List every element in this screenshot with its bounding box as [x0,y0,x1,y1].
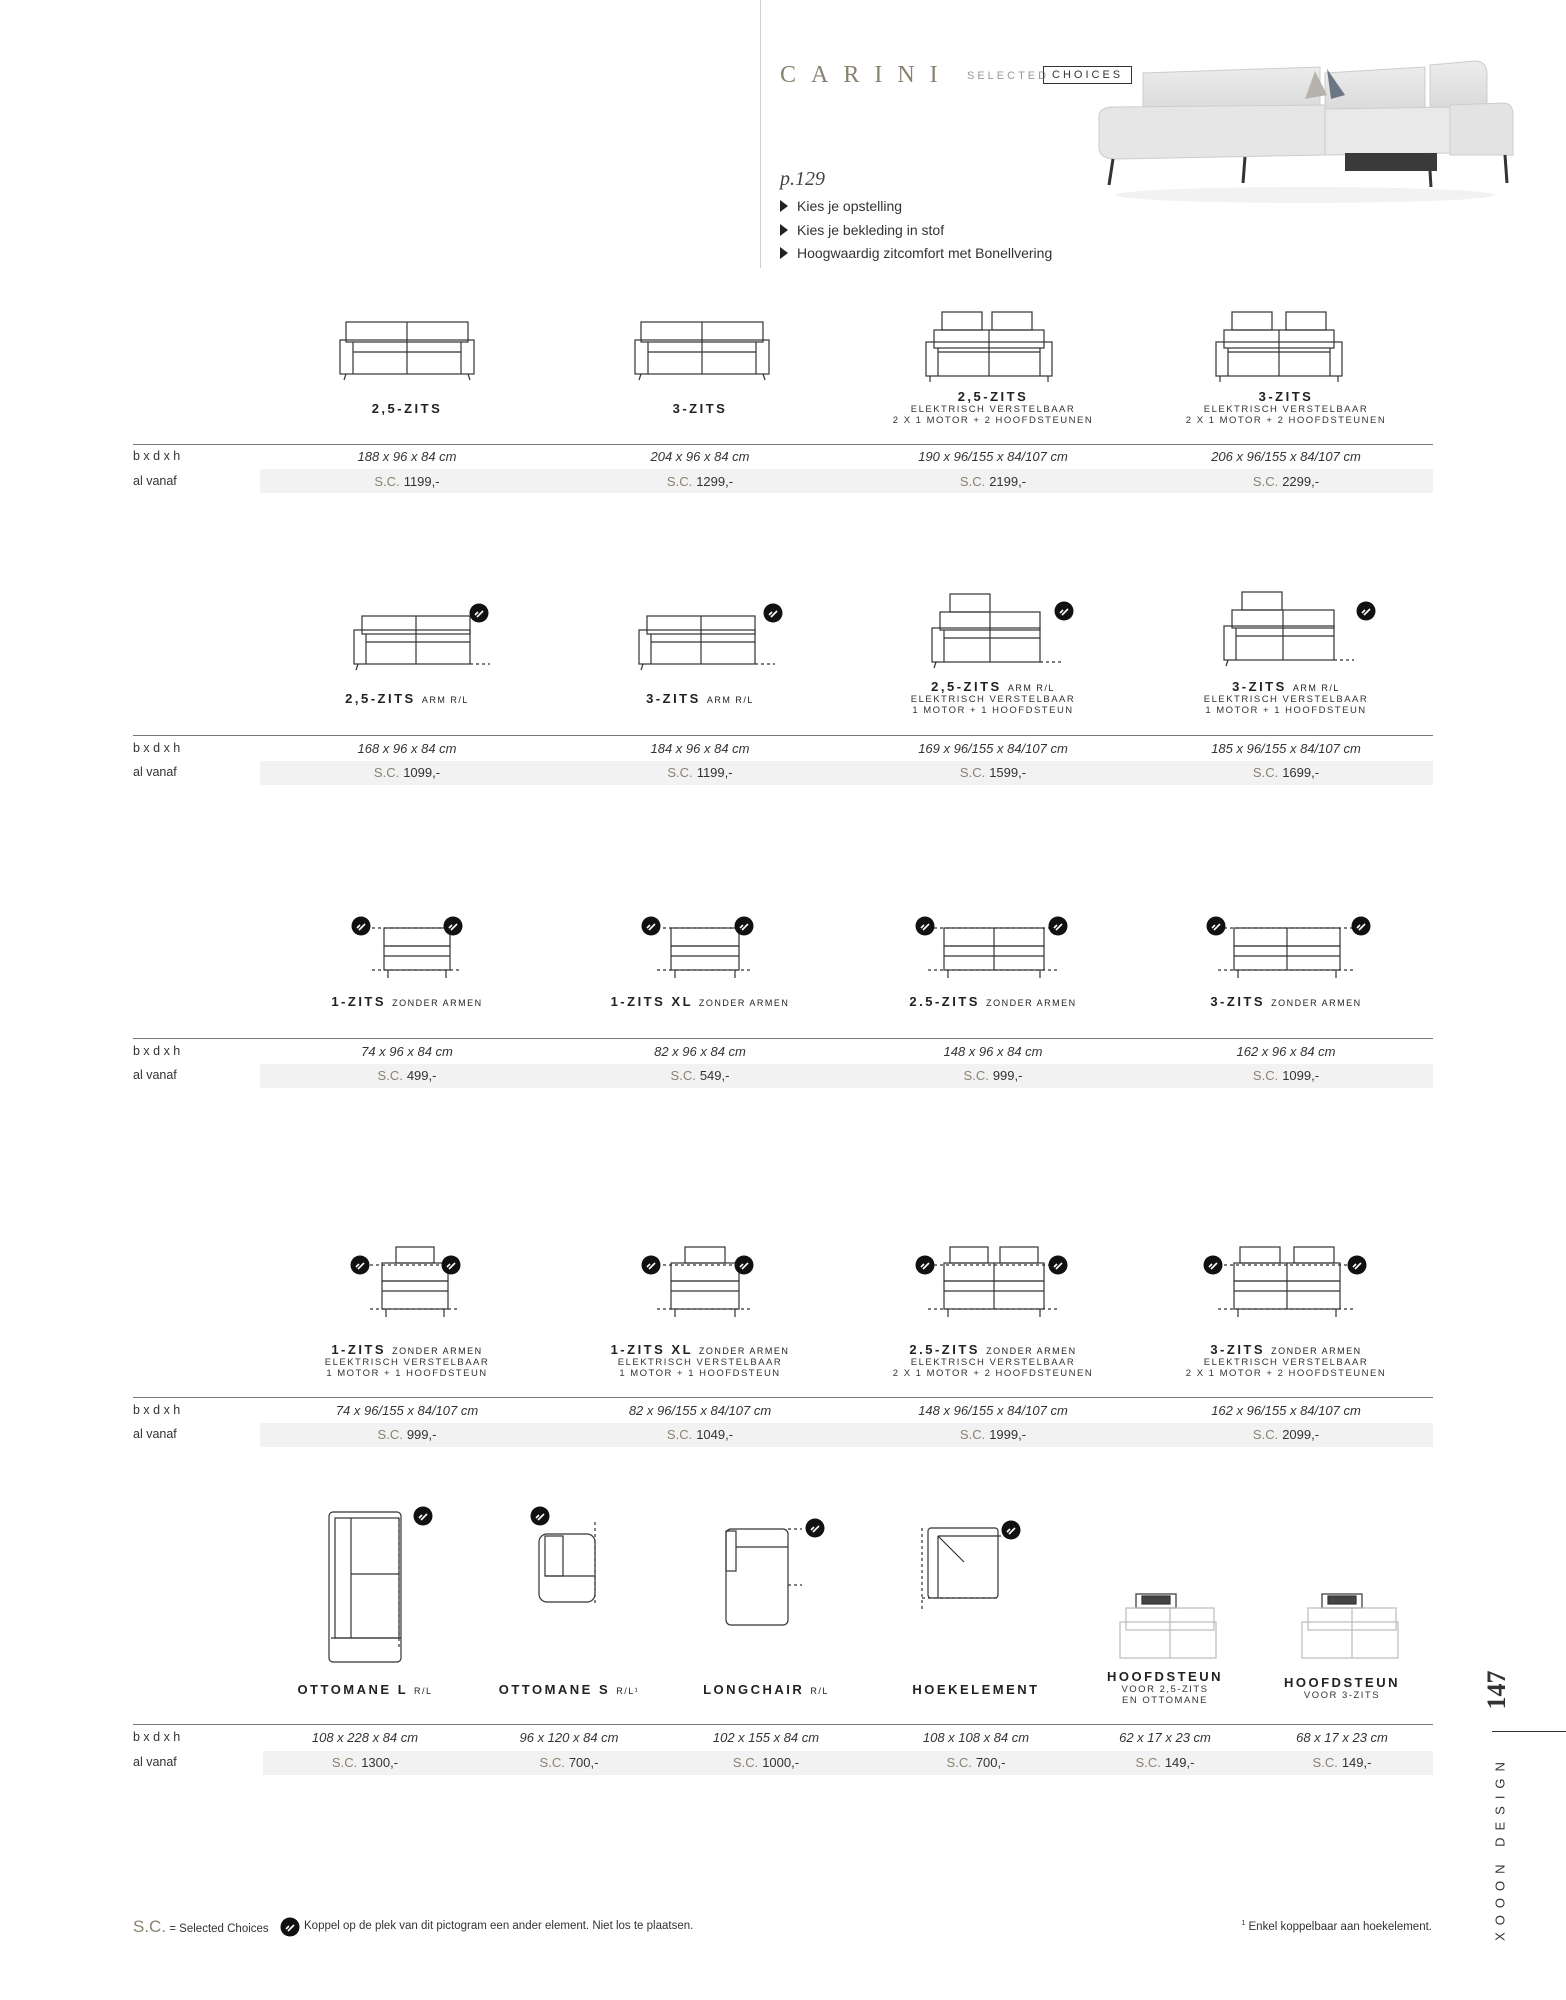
section-rule [133,1038,1433,1039]
dims-value: 184 x 96 x 84 cm [650,741,750,756]
link-icon [641,916,661,936]
dims-label: b x d x h [133,1730,181,1744]
item-header: LONGCHAIR R/L [703,1682,829,1697]
price-value: S.C. 2299,- [1252,474,1320,489]
seat-3-zits-drawing [1216,922,1356,984]
dims-value: 108 x 228 x 84 cm [311,1730,419,1745]
ottomane-s-drawing [535,1520,605,1610]
link-icon [1048,916,1068,936]
item-header: 3-ZITS [672,401,728,416]
price-value: S.C. 2099,- [1252,1427,1320,1442]
price-value: S.C. 1000,- [732,1755,800,1770]
price-value: S.C. 1300,- [331,1755,399,1770]
footer-footnote: $^1$ Enkel koppelbaar aan hoekelement. [1241,1920,1432,1933]
dims-value: 82 x 96/155 x 84/107 cm [628,1403,772,1418]
product-photo [1095,55,1515,205]
link-icon [413,1506,433,1526]
dims-value: 162 x 96 x 84 cm [1236,1044,1336,1059]
choices-label: CHOICES [1043,66,1132,84]
item-header: 3-ZITS ARM R/L [646,691,754,706]
feature-bullet: Hoogwaardig zitcomfort met Bonellvering [780,245,1052,261]
footer-link-note: Koppel op de plek van dit pictogram een ander element. Niet los te plaatsen. [304,1920,694,1932]
item-header: HOOFDSTEUN VOOR 2,5-ZITS EN OTTOMANE [1107,1669,1223,1706]
price-value: S.C. 149,- [1312,1755,1372,1770]
price-value: S.C. 1299,- [666,474,734,489]
link-icon [350,1255,370,1275]
dims-value: 74 x 96 x 84 cm [361,1044,453,1059]
seat-2-5-zits-drawing [926,922,1062,984]
link-icon [763,603,783,623]
link-icon [1054,601,1074,621]
link-icon [734,1255,754,1275]
dims-value: 82 x 96 x 84 cm [654,1044,746,1059]
item-header: 2.5-ZITS ZONDER ARMEN ELEKTRISCH VERSTELBAAR 2 X 1 MOTOR + 2 HOOFDSTEUNEN [892,1342,1094,1379]
link-icon [443,916,463,936]
link-icon [1206,916,1226,936]
page-reference: p.129 [780,168,825,190]
svg-text:147: 147 [1481,1670,1511,1710]
item-header: 3-ZITS ELEKTRISCH VERSTELBAAR 2 X 1 MOTOR + 2 HOOFDSTEUNEN [1185,389,1387,426]
link-icon [1351,916,1371,936]
item-header: OTTOMANE L R/L [297,1682,433,1697]
dims-value: 148 x 96/155 x 84/107 cm [918,1403,1068,1418]
price-value: S.C. 1199,- [667,765,733,780]
price-value: S.C. 1999,- [959,1427,1027,1442]
section-rule [133,444,1433,445]
seat-3-zits-electric-drawing [1216,1245,1356,1323]
item-header: 2,5-ZITS ARM R/L ELEKTRISCH VERSTELBAAR 1 MOTOR + 1 HOOFDSTEUN [910,679,1076,716]
link-icon [530,1506,550,1526]
item-header: 1-ZITS ZONDER ARMEN ELEKTRISCH VERSTELBAAR 1 MOTOR + 1 HOOFDSTEUN [324,1342,490,1379]
price-value: S.C. 549,- [670,1068,730,1083]
section-rule [133,735,1433,736]
dims-value: 168 x 96 x 84 cm [357,741,457,756]
item-header: 1-ZITS XL ZONDER ARMEN [610,994,790,1009]
section-rule [133,1724,1433,1725]
brand-title: CARINI [780,62,953,88]
item-header: OTTOMANE S R/L¹ [498,1682,640,1697]
item-header: HOOFDSTEUN VOOR 3-ZITS [1284,1675,1400,1701]
link-icon [1356,601,1376,621]
link-icon [915,1255,935,1275]
section-rule [133,1397,1433,1398]
price-value: S.C. 1099,- [1252,1068,1320,1083]
item-header: 2,5-ZITS ARM R/L [345,691,469,706]
price-value: S.C. 700,- [946,1755,1006,1770]
sofa-2-5-zits-electric-drawing [924,308,1054,386]
link-icon [734,916,754,936]
price-label: al vanaf [133,1427,177,1441]
price-value: S.C. 999,- [963,1068,1023,1083]
longchair-drawing [722,1525,806,1630]
link-icon [280,1917,300,1937]
dims-value: 188 x 96 x 84 cm [357,449,457,464]
price-label: al vanaf [133,474,177,488]
link-icon [469,603,489,623]
price-value: S.C. 1599,- [959,765,1027,780]
header-divider [760,0,761,268]
dims-value: 169 x 96/155 x 84/107 cm [918,741,1068,756]
link-icon [1001,1520,1021,1540]
price-value: S.C. 1049,- [666,1427,734,1442]
hoofdsteun-2-5-drawing [1118,1592,1218,1667]
link-icon [805,1518,825,1538]
dims-value: 206 x 96/155 x 84/107 cm [1211,449,1361,464]
footer-legend-sc: S.C. = Selected Choices [133,1917,269,1936]
link-icon [641,1255,661,1275]
dims-label: b x d x h [133,449,181,463]
dims-label: b x d x h [133,1044,181,1058]
item-header: 1-ZITS XL ZONDER ARMEN ELEKTRISCH VERSTELBAAR 1 MOTOR + 1 HOOFDSTEUN [610,1342,790,1379]
price-value: S.C. 1699,- [1252,765,1320,780]
dims-value: 190 x 96/155 x 84/107 cm [918,449,1068,464]
item-header: 3-ZITS ARM R/L ELEKTRISCH VERSTELBAAR 1 MOTOR + 1 HOOFDSTEUN [1203,679,1369,716]
link-icon [1347,1255,1367,1275]
sofa-3-zits-arm-electric-drawing [1220,590,1360,672]
dims-value: 102 x 155 x 84 cm [712,1730,820,1745]
dims-value: 162 x 96/155 x 84/107 cm [1211,1403,1361,1418]
svg-text:XOOON DESIGN: XOOON DESIGN [1492,1755,1508,1941]
side-brand [1488,1750,1514,1946]
sofa-3-zits-arm-drawing [635,602,780,674]
feature-bullet: Kies je bekleding in stof [780,222,944,238]
price-value: S.C. 700,- [539,1755,599,1770]
link-icon [1203,1255,1223,1275]
dims-value: 108 x 108 x 84 cm [922,1730,1030,1745]
price-value: S.C. 1199,- [374,474,440,489]
item-header: 2,5-ZITS ELEKTRISCH VERSTELBAAR 2 X 1 MOTOR + 2 HOOFDSTEUNEN [892,389,1094,426]
dims-value: 148 x 96 x 84 cm [943,1044,1043,1059]
price-value: S.C. 149,- [1135,1755,1195,1770]
sofa-3-zits-electric-drawing [1214,308,1344,386]
price-label: al vanaf [133,1068,177,1082]
link-icon [915,916,935,936]
dims-value: 62 x 17 x 23 cm [1119,1730,1211,1745]
dims-value: 204 x 96 x 84 cm [650,449,750,464]
price-value: S.C. 1099,- [373,765,441,780]
page-number [1479,1660,1519,1720]
item-header: 2.5-ZITS ZONDER ARMEN [909,994,1077,1009]
feature-bullet: Kies je opstelling [780,198,902,214]
dims-value: 74 x 96/155 x 84/107 cm [335,1403,479,1418]
link-icon [351,916,371,936]
side-divider [1492,1731,1566,1732]
item-header: 2,5-ZITS [371,401,443,416]
price-label: al vanaf [133,1755,177,1769]
seat-2-5-zits-electric-drawing [926,1245,1062,1323]
price-value: S.C. 999,- [377,1427,437,1442]
price-label: al vanaf [133,765,177,779]
dims-label: b x d x h [133,1403,181,1417]
hoofdsteun-3-drawing [1300,1592,1400,1667]
sofa-3-zits-drawing [633,318,771,384]
link-icon [1048,1255,1068,1275]
sofa-2-5-zits-arm-electric-drawing [928,592,1068,674]
ottomane-l-drawing [325,1510,405,1665]
item-header: HOEKELEMENT [912,1682,1040,1697]
item-header: 3-ZITS ZONDER ARMEN ELEKTRISCH VERSTELBAAR 2 X 1 MOTOR + 2 HOOFDSTEUNEN [1185,1342,1387,1379]
dims-label: b x d x h [133,741,181,755]
dims-value: 68 x 17 x 23 cm [1296,1730,1388,1745]
item-header: 1-ZITS ZONDER ARMEN [331,994,483,1009]
item-header: 3-ZITS ZONDER ARMEN [1210,994,1362,1009]
dims-value: 96 x 120 x 84 cm [519,1730,619,1745]
price-value: S.C. 2199,- [959,474,1027,489]
selected-label: SELECTED [967,70,1050,82]
sofa-2-5-zits-drawing [338,318,476,384]
dims-value: 185 x 96/155 x 84/107 cm [1211,741,1361,756]
link-icon [441,1255,461,1275]
price-value: S.C. 499,- [377,1068,437,1083]
